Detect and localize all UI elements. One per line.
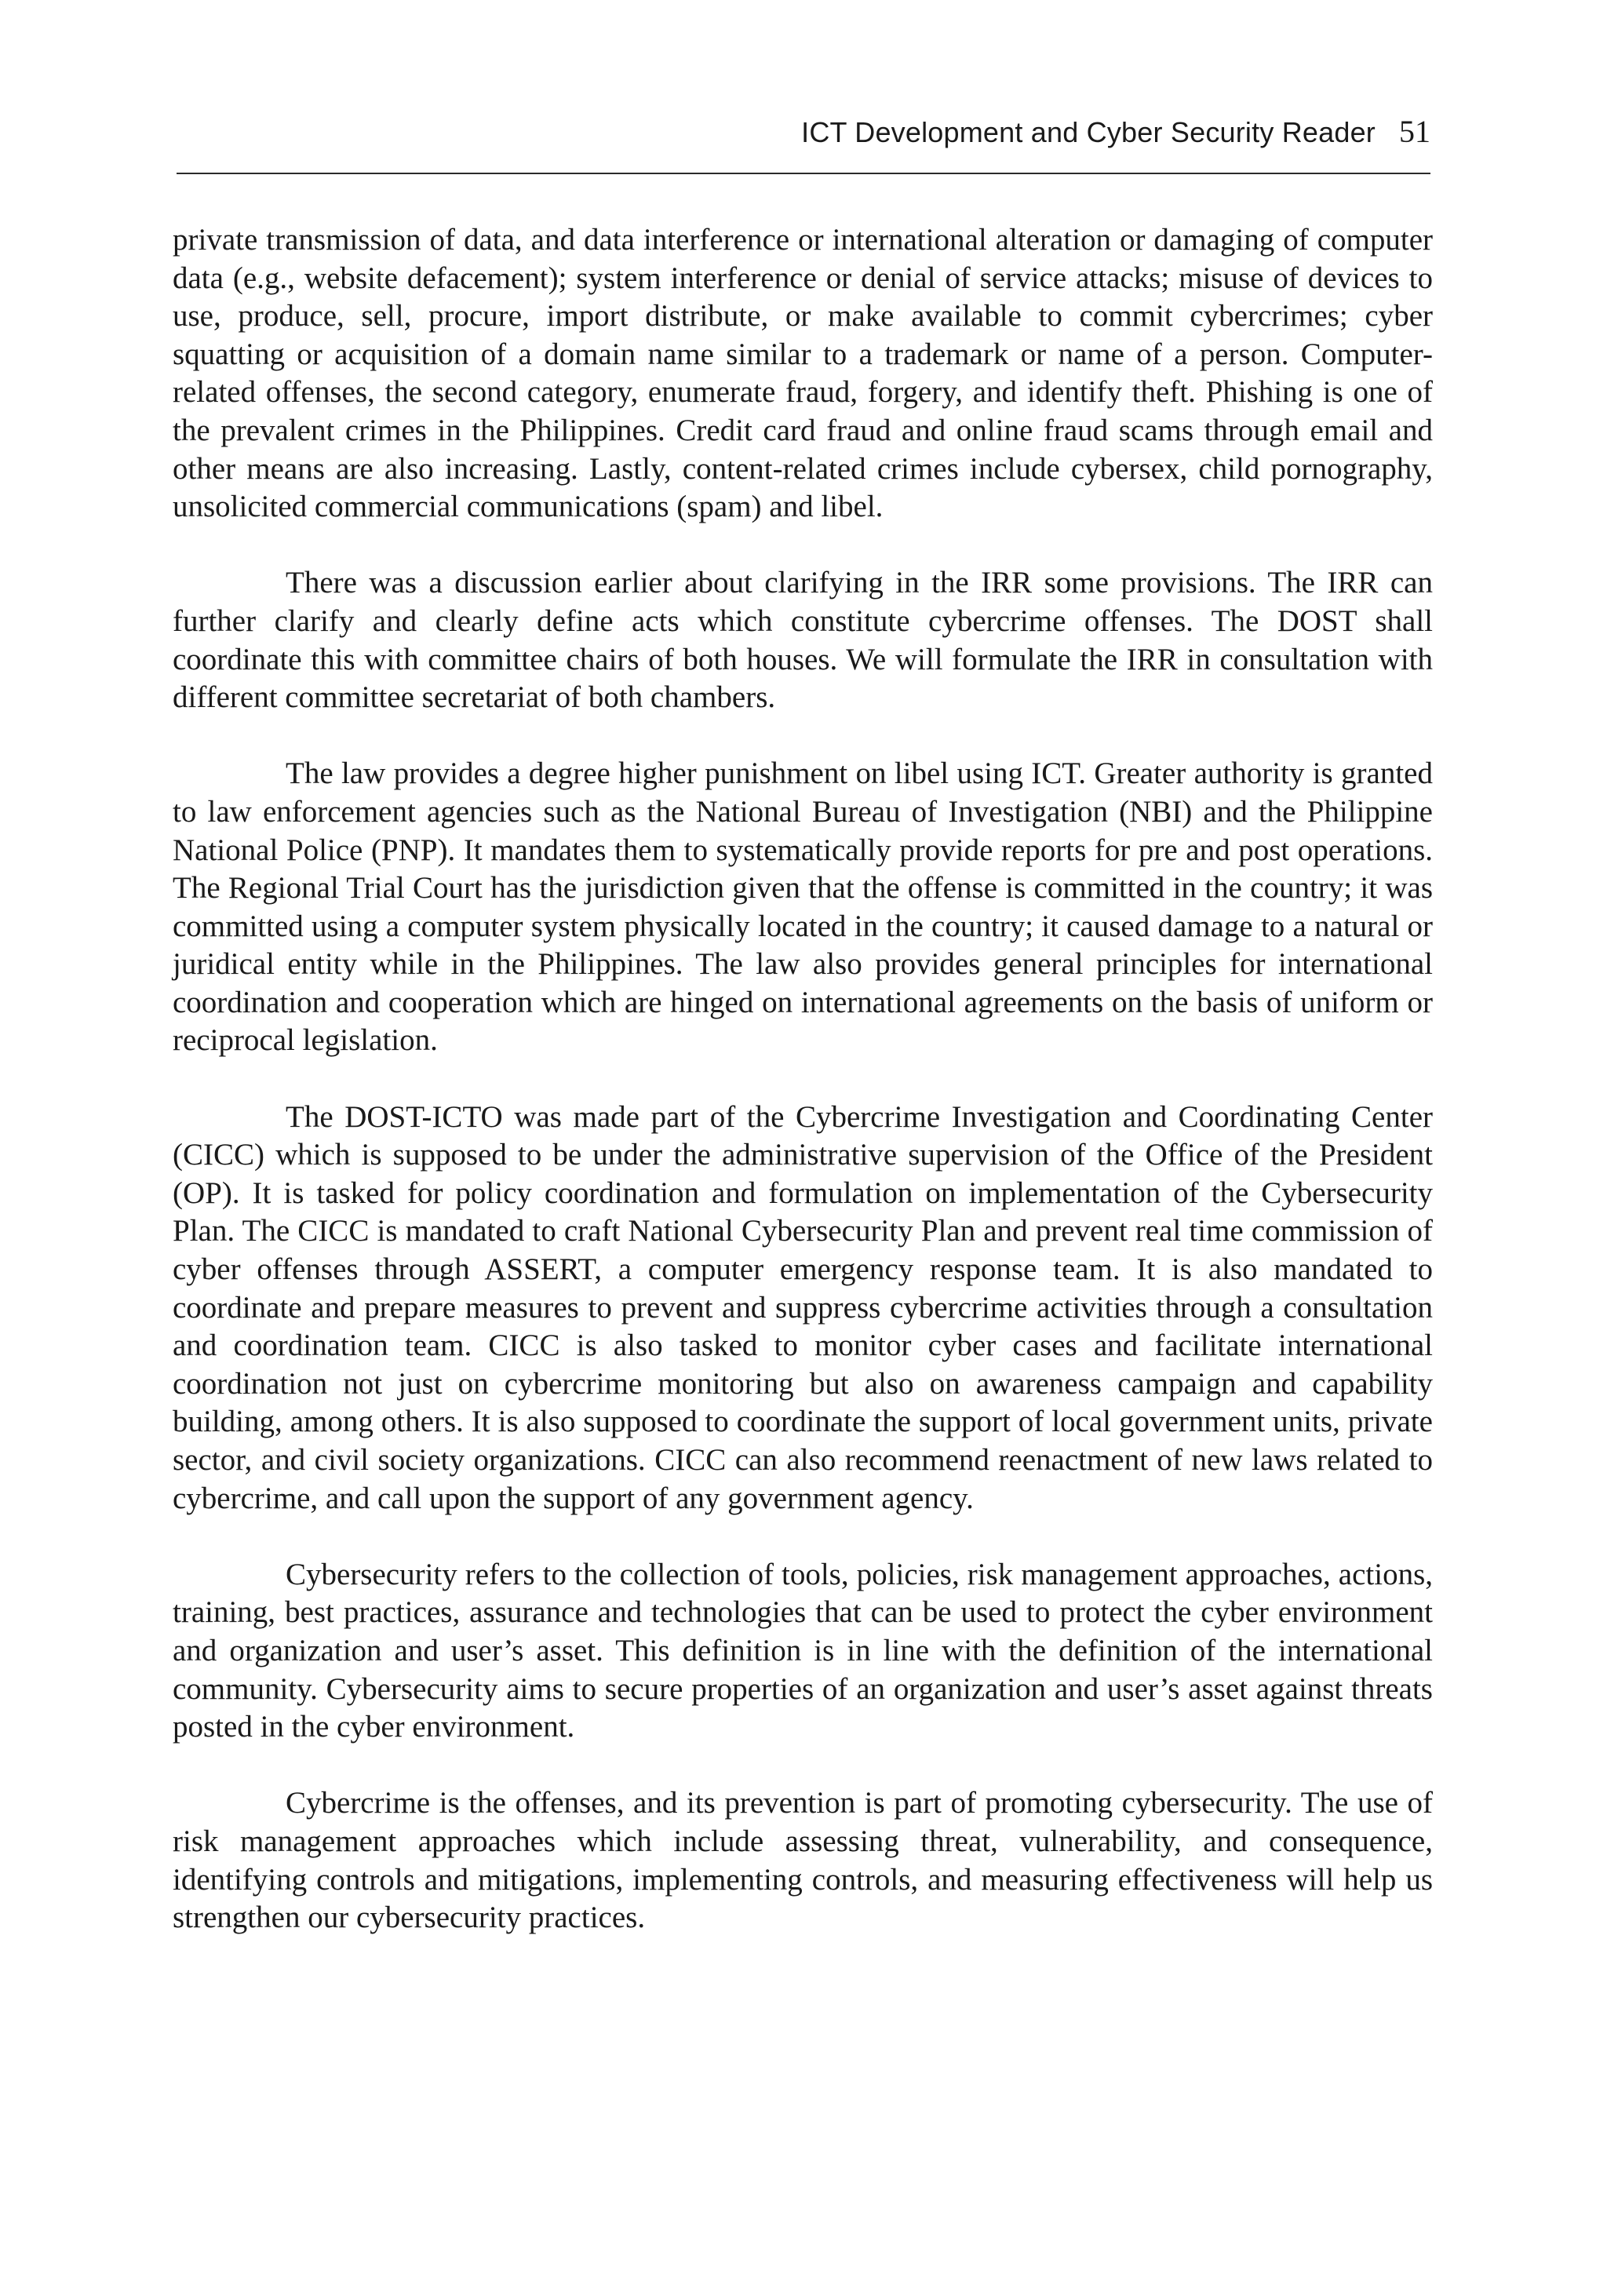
header-rule: [177, 173, 1430, 174]
paragraph-cicc: The DOST-ICTO was made part of the Cybercrime Investigation and Coordinating Center (CICC) which is supposed to be under the administrative supervision of the Office of the President (OP). It is tasked for policy coordination and formulation on implementation of the Cybersecurity Plan. The CICC is mandated to craft National Cybersecurity Plan and prevent real time commission of cyber offenses through ASSERT, a computer emergency response team. It is also mandated to coordinate and prepare measures to prevent and suppress cybercrime activities through a consultation and coordination team. CICC is also tasked to monitor cyber cases and facilitate international coordination not just on cybercrime monitoring but also on awareness campaign and capability building, among others. It is also supposed to coordinate the support of local government units, private sector, and civil society organizations. CICC can also recommend reenactment of new laws related to cybercrime, and call upon the support of any government agency.: [173, 1099, 1433, 1515]
body-text: [173, 221, 1433, 1975]
running-header: [177, 113, 1430, 160]
paragraph-cybersecurity-definition: Cybersecurity refers to the collection of tools, policies, risk management approaches, actions, training, best practices, assurance and technologies that can be used to protect the cyber environment and organization and user’s asset. This definition is in line with the definition of the international community. Cybersecurity aims to secure properties of an organization and user’s asset against threats posted in the cyber environment.: [173, 1557, 1433, 1744]
paragraph-continued: private transmission of data, and data interference or international alteration or damaging of computer data (e.g., website defacement); system interference or denial of service attacks; misuse of devices to use, produce, sell, procure, import distribute, or make available to commit cybercrimes; cyber squatting or acquisition of a domain name similar to a trademark or name of a person. Computer-related offenses, the second category, enumerate fraud, forgery, and identify theft. Phishing is one of the prevalent crimes in the Philippines. Credit card fraud and online fraud scams through email and other means are also increasing. Lastly, content-related crimes include cybersex, child pornography, unsolicited commercial communications (spam) and libel.: [173, 223, 1433, 524]
page-number: 51: [1399, 114, 1430, 149]
running-header-title: ICT Development and Cyber Security Reader: [801, 116, 1376, 148]
paragraph-irr: There was a discussion earlier about clarifying in the IRR some provisions. The IRR can further clarify and clearly define acts which constitute cybercrime offenses. The DOST shall coordinate this with committee chairs of both houses. We will formulate the IRR in consultation with different committee secretariat of both chambers.: [173, 566, 1433, 715]
paragraph-libel-law: The law provides a degree higher punishment on libel using ICT. Greater authority is granted to law enforcement agencies such as the National Bureau of Investigation (NBI) and the Philippine National Police (PNP). It mandates them to systematically provide reports for pre and post operations. The Regional Trial Court has the jurisdiction given that the offense is committed in the country; it was committed using a computer system physically located in the country; it caused damage to a natural or juridical entity while in the Philippines. The law also provides general principles for international coordination and cooperation which are hinged on international agreements on the basis of uniform or reciprocal legislation.: [173, 756, 1433, 1058]
paragraph-cybercrime-prevention: Cybercrime is the offenses, and its prevention is part of promoting cybersecurity. The use of risk management approaches which include assessing threat, vulnerability, and consequence, identifying controls and mitigations, implementing controls, and measuring effectiveness will help us strengthen our cybersecurity practices.: [173, 1786, 1433, 1935]
